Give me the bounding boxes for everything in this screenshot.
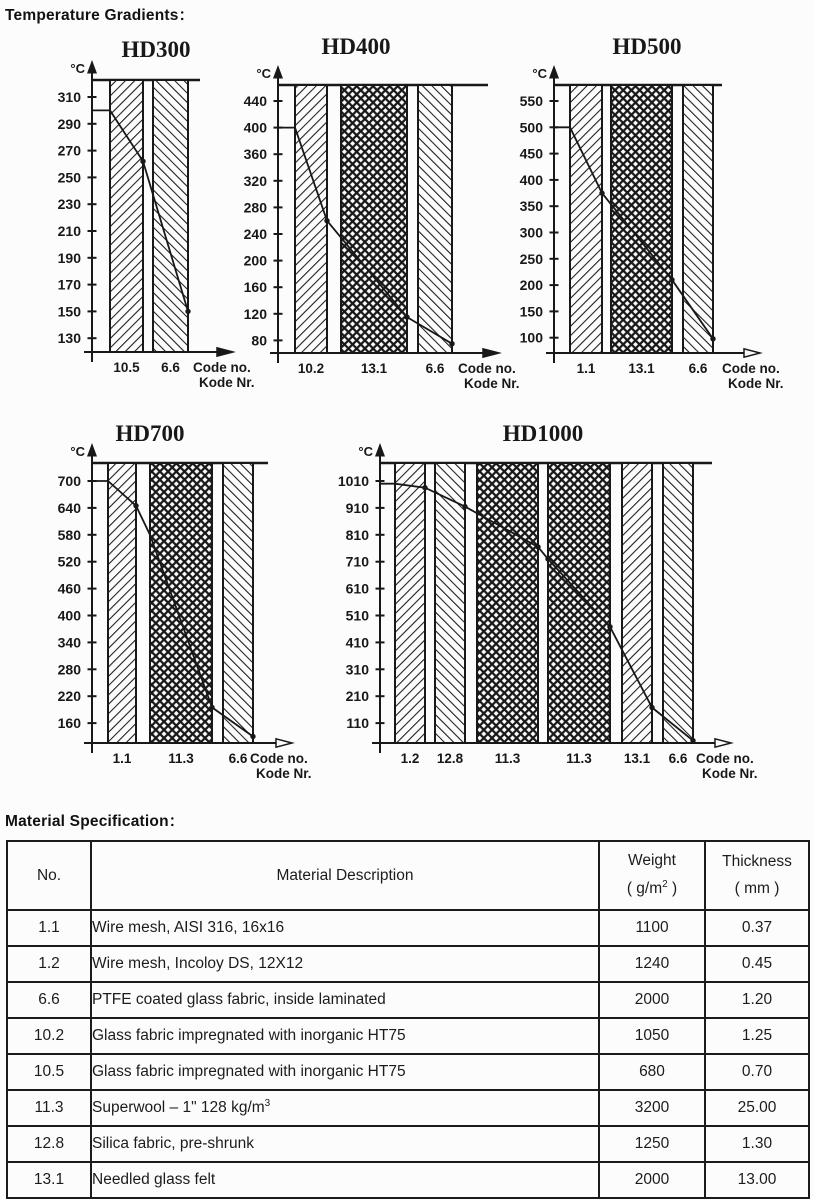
- col-header-description: Material Description: [91, 841, 599, 910]
- material-description: PTFE coated glass fabric, inside laminated: [91, 982, 599, 1018]
- y-tick-label: 210: [57, 223, 81, 239]
- layer-code-label: 6.6: [668, 751, 688, 766]
- y-tick-label: 120: [243, 305, 267, 322]
- layer-code-label: 11.3: [168, 751, 194, 766]
- profile-point: [185, 309, 190, 314]
- y-tick-label: 580: [57, 526, 81, 543]
- material-weight: 1250: [599, 1126, 705, 1162]
- y-axis-arrow: [549, 65, 559, 79]
- layer-bar-6.6: [153, 80, 188, 352]
- material-no: 1.1: [7, 910, 91, 946]
- profile-point: [250, 734, 255, 739]
- profile-point: [710, 336, 715, 341]
- layer-hatch: [477, 463, 538, 743]
- x-axis-arrow: [483, 349, 499, 357]
- y-tick-label: 460: [57, 580, 81, 597]
- x-axis-label-line1: Code no.: [458, 361, 516, 376]
- profile-point: [545, 556, 550, 561]
- layer-code-label: 6.6: [688, 361, 708, 376]
- material-description: Glass fabric impregnated with inorganic HT75: [91, 1054, 599, 1090]
- layer-code-label: 6.6: [425, 361, 445, 376]
- layer-code-label: 10.2: [297, 361, 325, 376]
- material-description: Silica fabric, pre-shrunk: [91, 1126, 599, 1162]
- y-tick-label: 190: [57, 249, 81, 266]
- profile-point: [133, 503, 138, 508]
- profile-point: [449, 341, 454, 346]
- section-title-material-specification: Material Specification：: [5, 813, 185, 830]
- x-axis-arrow: [217, 348, 233, 356]
- layer-code-label: 13.1: [623, 751, 651, 766]
- material-description: Glass fabric impregnated with inorganic HT75: [91, 1018, 599, 1054]
- material-weight: 2000: [599, 1162, 705, 1198]
- x-axis-label-line2: Kode Nr.: [464, 376, 520, 391]
- y-tick-label: 250: [57, 169, 81, 186]
- material-specification-table: [6, 840, 810, 1199]
- y-tick-label: 450: [519, 145, 543, 162]
- layer-hatch: [611, 85, 672, 353]
- y-tick-label: 160: [243, 279, 267, 296]
- y-tick-label: 150: [519, 303, 543, 320]
- material-no: 11.3: [7, 1090, 91, 1126]
- y-tick-label: 550: [519, 93, 543, 109]
- material-thickness: 25.00: [705, 1090, 809, 1126]
- y-axis-unit-label: °C: [358, 444, 373, 459]
- material-thickness: 1.25: [705, 1018, 809, 1054]
- y-tick-label: 1010: [337, 473, 369, 489]
- x-axis-label-line2: Kode Nr.: [728, 376, 784, 391]
- y-tick-label: 350: [519, 198, 543, 215]
- y-tick-label: 220: [57, 688, 81, 705]
- chart-title: HD500: [612, 34, 682, 59]
- x-axis-label-line2: Kode Nr.: [256, 766, 312, 781]
- material-description: Needled glass felt: [91, 1162, 599, 1198]
- layer-hatch: [153, 80, 188, 352]
- profile-point: [599, 190, 604, 195]
- layer-hatch: [548, 463, 610, 743]
- layer-code-label: 13.1: [360, 361, 388, 376]
- y-tick-label: 400: [519, 171, 543, 188]
- layer-code-label: 6.6: [161, 360, 180, 375]
- material-row: [7, 946, 809, 982]
- profile-point: [462, 504, 467, 509]
- y-tick-label: 500: [519, 119, 543, 136]
- material-no: 13.1: [7, 1162, 91, 1198]
- chart-hd300: [58, 37, 255, 390]
- profile-point: [404, 314, 409, 319]
- layer-code-label: 12.8: [436, 751, 464, 766]
- material-weight: 680: [599, 1054, 705, 1090]
- layer-bar-13.1: [622, 463, 652, 743]
- material-row: [7, 1090, 809, 1126]
- x-axis-label-line1: Code no.: [722, 361, 780, 376]
- x-axis-arrow: [276, 739, 292, 747]
- x-axis-label-line2: Kode Nr.: [702, 766, 758, 781]
- layer-hatch: [622, 463, 652, 743]
- y-tick-label: 210: [345, 688, 369, 705]
- y-tick-label: 280: [243, 199, 267, 216]
- y-tick-label: 640: [57, 499, 81, 516]
- material-thickness: 0.70: [705, 1054, 809, 1090]
- layer-hatch: [108, 463, 136, 743]
- y-tick-label: 240: [243, 226, 267, 242]
- layer-code-label: 1.2: [400, 751, 420, 766]
- material-description: Superwool – 1" 128 $kg/m^3$: [91, 1090, 599, 1126]
- y-tick-label: 410: [345, 634, 369, 651]
- x-axis-arrow: [744, 349, 760, 357]
- y-tick-label: 440: [243, 93, 267, 109]
- y-tick-label: 910: [345, 499, 369, 516]
- y-tick-label: 170: [57, 276, 81, 293]
- layer-hatch: [418, 85, 452, 353]
- chart-title: HD700: [115, 421, 185, 446]
- material-row: [7, 1018, 809, 1054]
- table-header-row: [7, 841, 809, 910]
- y-tick-label: 320: [243, 172, 267, 189]
- profile-point: [140, 159, 145, 164]
- chart-hd1000: [338, 421, 758, 781]
- layer-bar-13.1: [341, 85, 407, 353]
- layer-bar-1.1: [570, 85, 602, 353]
- col-header-weight: [599, 841, 705, 910]
- y-tick-label: 310: [345, 661, 369, 678]
- y-tick-label: 510: [345, 607, 369, 624]
- layer-code-label: 11.3: [494, 751, 521, 766]
- y-tick-label: 290: [57, 115, 81, 132]
- material-no: 6.6: [7, 982, 91, 1018]
- material-row: [7, 982, 809, 1018]
- layer-hatch: [395, 463, 425, 743]
- weight-unit: ( $g/m^2$ ): [626, 879, 678, 898]
- y-axis-unit-label: °C: [70, 61, 85, 76]
- profile-point: [422, 485, 427, 490]
- y-tick-label: 280: [57, 661, 81, 678]
- layer-bar-13.1: [611, 85, 672, 353]
- y-axis-arrow: [375, 443, 385, 457]
- y-tick-label: 360: [243, 146, 267, 163]
- material-row: [7, 1126, 809, 1162]
- layer-hatch: [663, 463, 693, 743]
- material-no: 10.5: [7, 1054, 91, 1090]
- layer-bar-1.1: [108, 463, 136, 743]
- y-axis-arrow: [87, 443, 97, 457]
- chart-hd400: [244, 34, 520, 391]
- profile-point: [324, 218, 329, 223]
- material-row: [7, 910, 809, 946]
- y-tick-label: 610: [345, 580, 369, 597]
- thickness-unit: ( mm ): [734, 880, 780, 897]
- layer-hatch: [683, 85, 713, 353]
- material-row: [7, 1162, 809, 1198]
- layer-code-label: 11.3: [566, 751, 592, 766]
- chart-hd500: [520, 34, 784, 391]
- col-header-no: No.: [7, 841, 91, 910]
- y-tick-label: 710: [345, 553, 369, 570]
- material-no: 10.2: [7, 1018, 91, 1054]
- y-axis-unit-label: °C: [532, 66, 547, 81]
- material-description: Wire mesh, AISI 316, 16x16: [91, 910, 599, 946]
- y-tick-label: 340: [57, 634, 81, 651]
- material-thickness: 13.00: [705, 1162, 809, 1198]
- profile-point: [607, 624, 612, 629]
- layer-hatch: [223, 463, 253, 743]
- material-description: Wire mesh, Incoloy DS, 12X12: [91, 946, 599, 982]
- y-tick-label: 700: [57, 473, 81, 489]
- y-tick-label: 230: [57, 196, 81, 213]
- x-axis-label-line1: Code no.: [250, 751, 308, 766]
- y-tick-label: 110: [346, 715, 369, 732]
- material-weight: 3200: [599, 1090, 705, 1126]
- layer-bar-10.5: [110, 80, 143, 352]
- y-tick-label: 150: [57, 303, 81, 320]
- y-tick-label: 310: [57, 89, 81, 105]
- y-axis-arrow: [87, 60, 97, 74]
- material-thickness: 1.20: [705, 982, 809, 1018]
- profile-point: [690, 738, 695, 743]
- profile-point: [209, 705, 214, 710]
- y-tick-label: 300: [519, 224, 543, 241]
- layer-hatch: [295, 85, 327, 353]
- col-header-thickness: [705, 841, 809, 910]
- layer-hatch: [341, 85, 407, 353]
- thickness-label: Thickness: [722, 853, 792, 870]
- weight-label: Weight: [628, 852, 676, 870]
- material-row: [7, 1054, 809, 1090]
- x-axis-arrow: [715, 739, 731, 747]
- chart-title: HD400: [321, 34, 391, 59]
- x-axis-label-line1: Code no.: [696, 751, 754, 766]
- layer-bar-11.3: [477, 463, 538, 743]
- y-tick-label: 80: [251, 332, 267, 349]
- layer-code-label: 6.6: [228, 751, 248, 766]
- profile-point: [669, 277, 674, 282]
- chart-title: HD300: [121, 37, 191, 62]
- layer-bar-11.3: [548, 463, 610, 743]
- y-axis-unit-label: °C: [70, 444, 85, 459]
- chart-title: HD1000: [502, 421, 584, 446]
- material-thickness: 1.30: [705, 1126, 809, 1162]
- layer-hatch: [150, 463, 212, 743]
- y-tick-label: 810: [345, 526, 369, 543]
- material-weight: 1050: [599, 1018, 705, 1054]
- layer-code-label: 1.1: [576, 361, 596, 376]
- layer-code-label: 1.1: [112, 751, 132, 766]
- layer-bar-6.6: [418, 85, 452, 353]
- material-weight: 1100: [599, 910, 705, 946]
- layer-code-label: 10.5: [113, 360, 140, 375]
- material-no: 12.8: [7, 1126, 91, 1162]
- layer-code-label: 13.1: [628, 361, 655, 376]
- y-tick-label: 400: [57, 607, 81, 624]
- layer-bar-1.2: [395, 463, 425, 743]
- profile-point: [649, 705, 654, 710]
- y-tick-label: 100: [519, 329, 543, 346]
- profile-point: [535, 544, 540, 549]
- layer-bar-11.3: [150, 463, 212, 743]
- y-tick-label: 130: [57, 330, 81, 347]
- layer-hatch: [110, 80, 143, 352]
- material-thickness: 0.45: [705, 946, 809, 982]
- material-weight: 2000: [599, 982, 705, 1018]
- layer-bar-6.6: [683, 85, 713, 353]
- section-title-temperature-gradients: Temperature Gradients：: [5, 7, 195, 24]
- layer-bar-6.6: [663, 463, 693, 743]
- y-tick-label: 200: [243, 252, 267, 269]
- material-weight: 1240: [599, 946, 705, 982]
- layer-bar-6.6: [223, 463, 253, 743]
- y-tick-label: 160: [57, 715, 81, 732]
- x-axis-label-line1: Code no.: [193, 360, 251, 375]
- x-axis-label-line2: Kode Nr.: [199, 375, 255, 390]
- layer-bar-10.2: [295, 85, 327, 353]
- y-axis-arrow: [273, 65, 283, 79]
- material-thickness: 0.37: [705, 910, 809, 946]
- y-axis-unit-label: °C: [256, 66, 271, 81]
- y-tick-label: 200: [519, 277, 543, 294]
- y-tick-label: 400: [243, 119, 267, 136]
- y-tick-label: 250: [519, 250, 543, 267]
- y-tick-label: 520: [57, 553, 81, 570]
- material-no: 1.2: [7, 946, 91, 982]
- chart-hd700: [58, 421, 312, 781]
- y-tick-label: 270: [57, 142, 81, 159]
- layer-hatch: [570, 85, 602, 353]
